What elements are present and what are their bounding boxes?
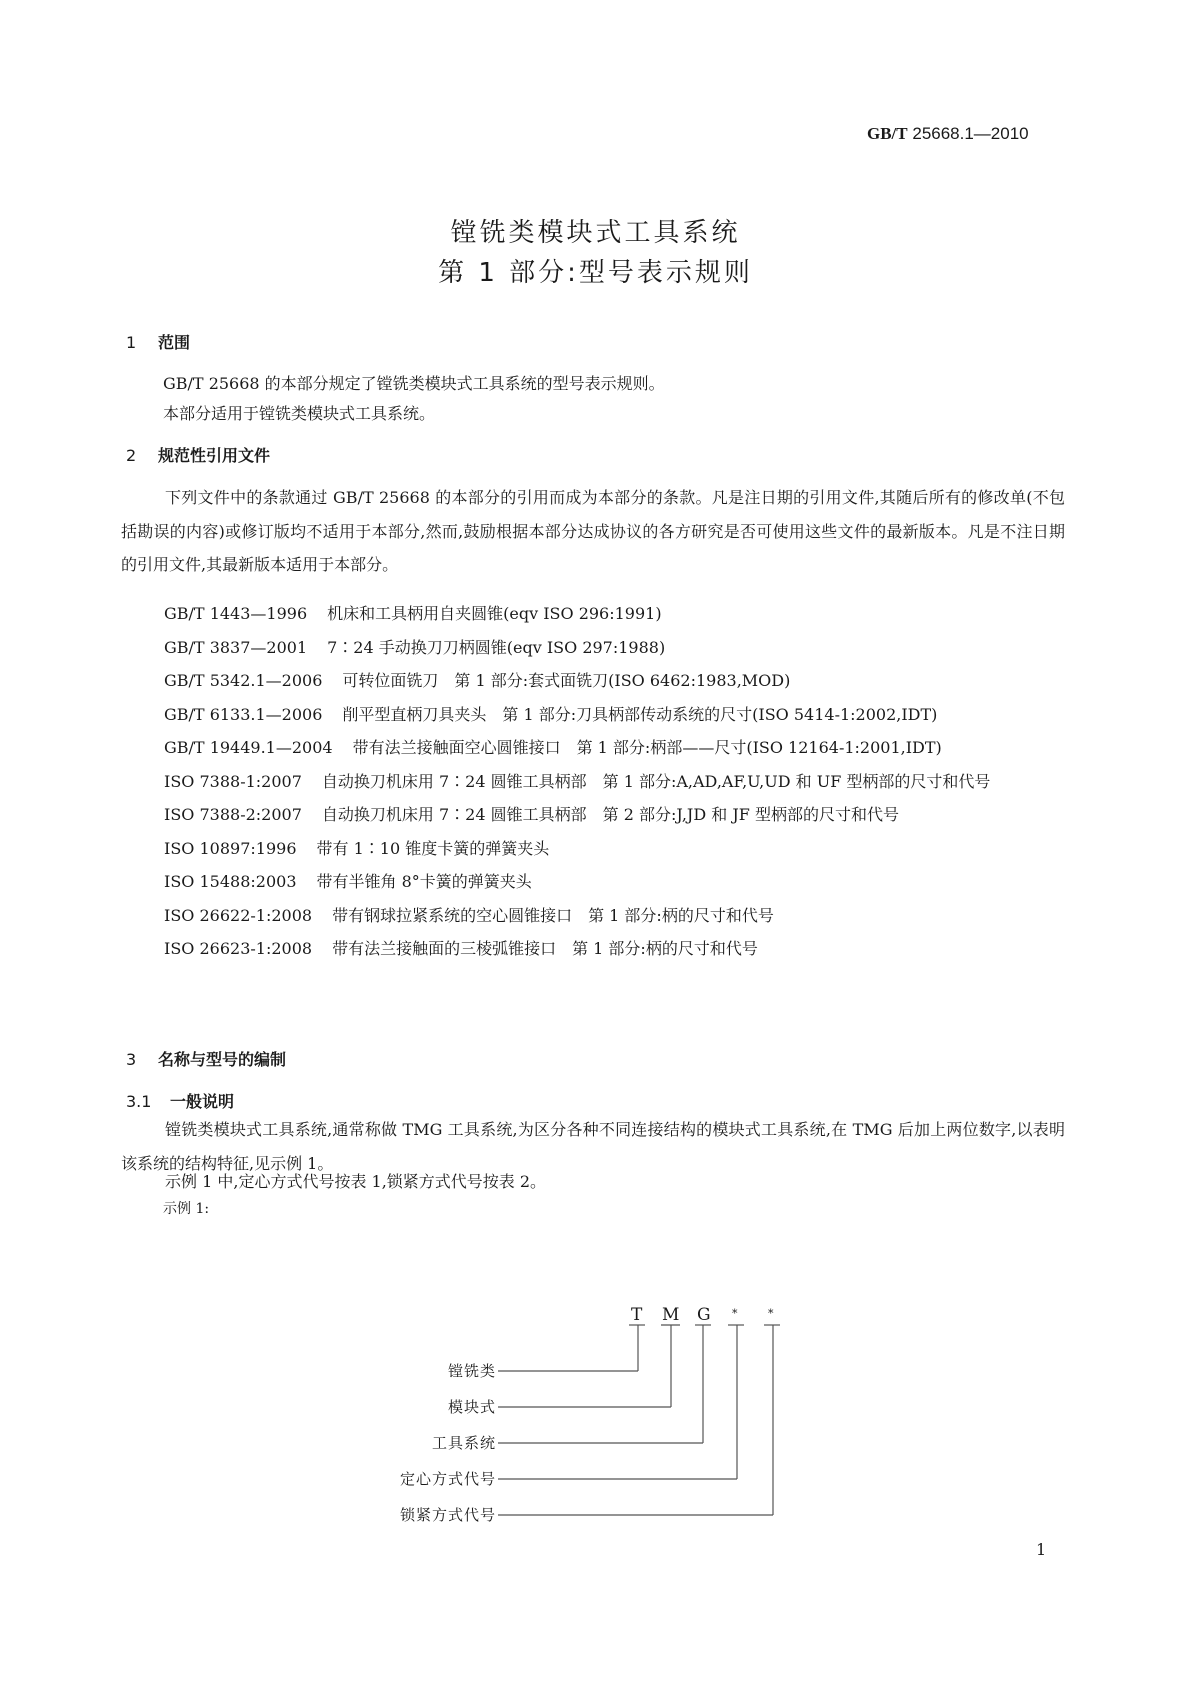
code-letter-g: G [697, 1305, 712, 1325]
section-2-heading: 2 规范性引用文件 [126, 446, 271, 465]
section-2-intro: 下列文件中的条款通过 GB/T 25668 的本部分的引用而成为本部分的条款。凡是注日期的引用文件,其随后所有的修改单(不包括勘误的内容)或修订版均不适用于本部分,然而,鼓励根据本部分达成协议的各方研究是否可使用这些文件的最新版本。凡是不注日期的引用文件,其最新版本适用于本部分。 [121, 488, 1065, 574]
section-1-paragraph: GB/T 25668 的本部分规定了镗铣类模块式工具系统的型号表示规则。 [163, 374, 665, 393]
page-number: 1 [1036, 1540, 1047, 1559]
reference-item: GB/T 19449.1—2004 带有法兰接触面空心圆锥接口 第 1 部分:柄部——尺寸(ISO 12164-1:2001,IDT) [164, 738, 942, 757]
section-3-1-paragraph: 镗铣类模块式工具系统,通常称做 TMG 工具系统,为区分各种不同连接结构的模块式工具系统,在 TMG 后加上两位数字,以表明该系统的结构特征,见示例 1。 [121, 1120, 1065, 1173]
section-3-heading: 3 名称与型号的编制 [126, 1050, 287, 1069]
reference-item: ISO 26623-1:2008 带有法兰接触面的三棱弧锥接口 第 1 部分:柄的尺寸和代号 [164, 939, 758, 958]
section-3-1-paragraph: 示例 1 中,定心方式代号按表 1,锁紧方式代号按表 2。 [165, 1172, 547, 1191]
reference-item: GB/T 1443—1996 机床和工具柄用自夹圆锥(eqv ISO 296:1991) [164, 604, 662, 623]
reference-item: ISO 7388-2:2007 自动换刀机床用 7∶24 圆锥工具柄部 第 2 部分:J,JD 和 JF 型柄部的尺寸和代号 [164, 805, 899, 824]
example-label: 示例 1: [163, 1201, 210, 1217]
reference-item: GB/T 5342.1—2006 可转位面铣刀 第 1 部分:套式面铣刀(ISO 6462:1983,MOD) [164, 671, 791, 690]
standard-code-number: 25668.1—2010 [912, 124, 1029, 143]
label-modular: 模块式 [447, 1398, 496, 1416]
section-1-paragraph: 本部分适用于镗铣类模块式工具系统。 [163, 404, 436, 423]
code-letter-m: M [662, 1305, 681, 1325]
code-letter-t: T [631, 1305, 644, 1325]
label-locking-code: 锁紧方式代号 [399, 1506, 496, 1524]
document-title-line1: 镗铣类模块式工具系统 [450, 218, 741, 248]
reference-item: ISO 10897:1996 带有 1∶10 锥度卡簧的弹簧夹头 [164, 838, 550, 858]
label-centering-code: 定心方式代号 [399, 1470, 496, 1488]
reference-item: GB/T 3837—2001 7∶24 手动换刀刀柄圆锥(eqv ISO 297:1988) [164, 637, 666, 657]
section-1-heading: 1 范围 [126, 333, 191, 352]
section-3-1-heading: 3.1 一般说明 [126, 1092, 235, 1111]
label-boring-milling: 镗铣类 [447, 1362, 496, 1380]
reference-item: ISO 7388-1:2007 自动换刀机床用 7∶24 圆锥工具柄部 第 1 部分:A,AD,AF,U,UD 和 UF 型柄部的尺寸和代号 [164, 771, 991, 791]
label-tool-system: 工具系统 [431, 1434, 496, 1452]
reference-item: ISO 15488:2003 带有半锥角 8°卡簧的弹簧夹头 [164, 872, 532, 891]
document-title-line2: 第 1 部分:型号表示规则 [438, 258, 753, 288]
reference-item: ISO 26622-1:2008 带有钢球拉紧系统的空心圆锥接口 第 1 部分:柄的尺寸和代号 [164, 905, 774, 925]
standard-code-prefix: GB/T [867, 124, 908, 143]
code-placeholder-locking: * [768, 1307, 775, 1320]
code-placeholder-centering: * [732, 1307, 739, 1320]
reference-item: GB/T 6133.1—2006 削平型直柄刀具夹头 第 1 部分:刀具柄部传动系统的尺寸(ISO 5414-1:2002,IDT) [164, 704, 938, 724]
